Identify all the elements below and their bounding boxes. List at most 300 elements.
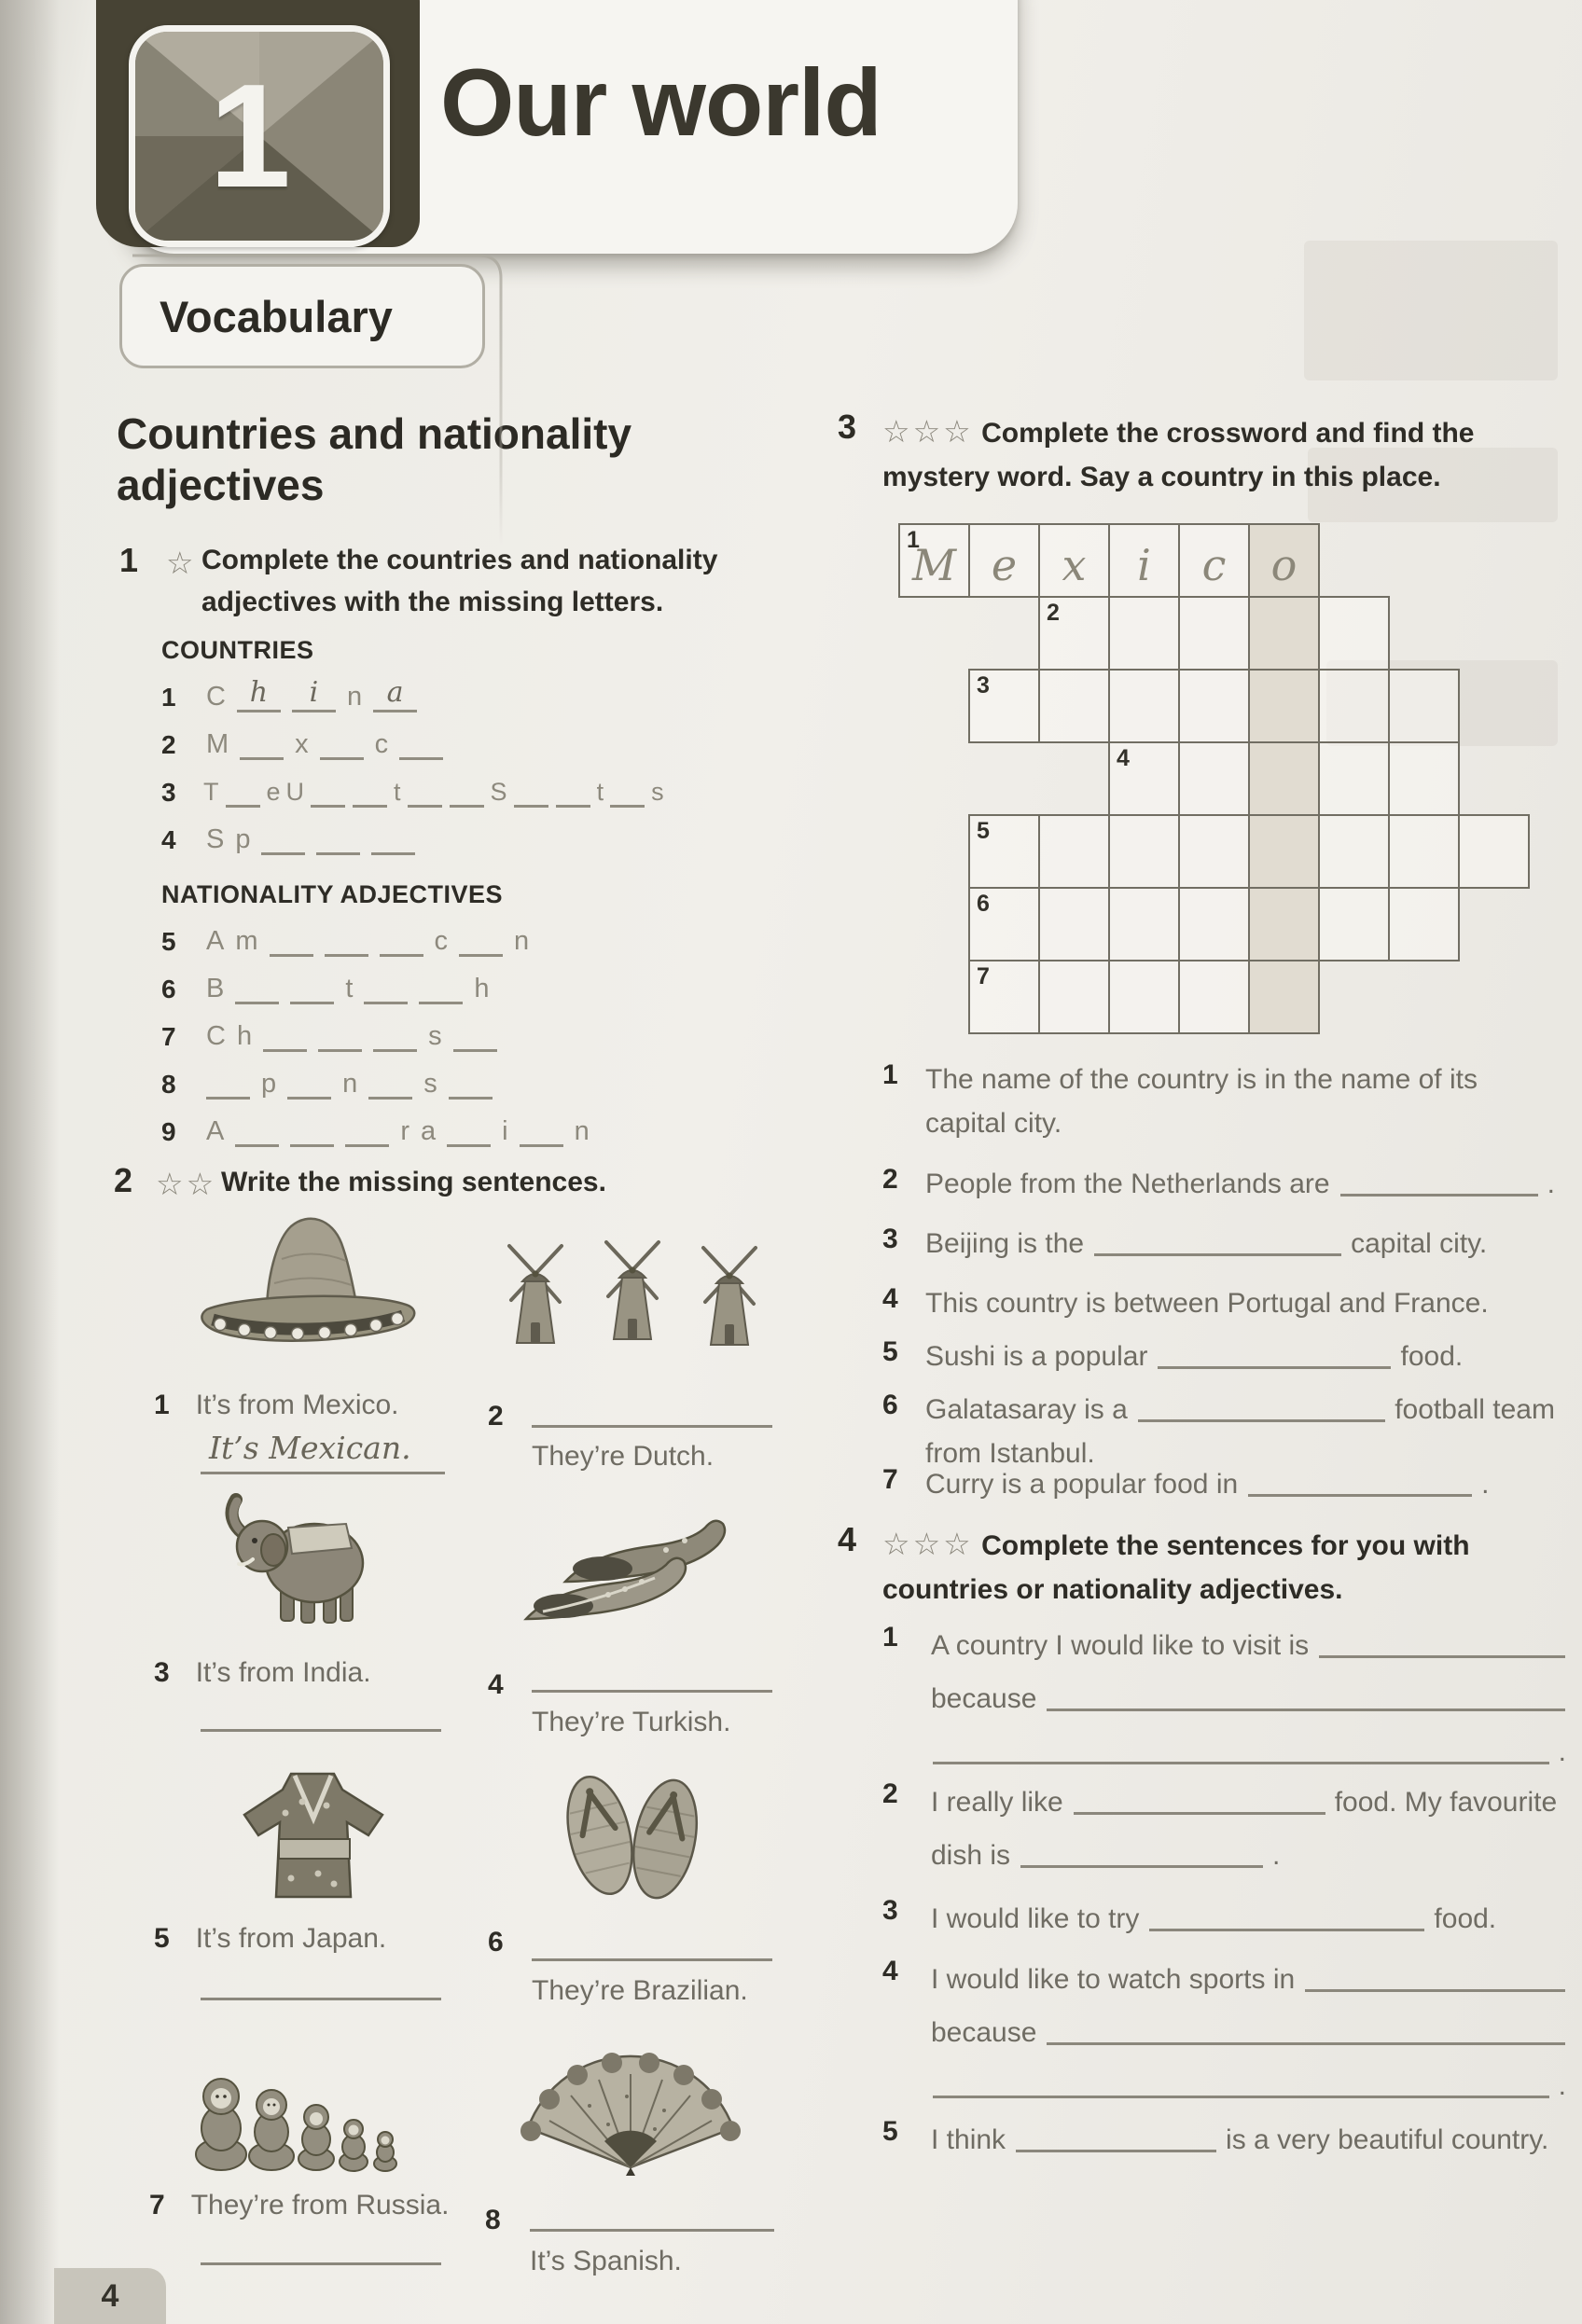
crossword-cell (1388, 741, 1460, 816)
unit-number-badge (129, 25, 390, 247)
text-segment: . (1272, 1840, 1281, 1871)
text-row (925, 1096, 1563, 1140)
handwritten-letter: a (386, 676, 404, 709)
letter-blank (292, 676, 336, 712)
letter-blank (408, 771, 442, 808)
text-segment: . (1558, 2070, 1566, 2101)
fill-letters-item (161, 818, 870, 855)
crossword-cell (1458, 814, 1530, 889)
fill-letters-item (161, 723, 870, 760)
text-row (931, 2103, 1575, 2156)
printed-letter: B (206, 974, 225, 1003)
text-segment: . (1547, 1169, 1555, 1199)
crossword-letter: e (991, 540, 1018, 590)
crossword-cell (968, 669, 1040, 743)
exercise-number: 1 (119, 541, 139, 579)
crossword-cell-number: 2 (1047, 600, 1060, 626)
sentence-text (931, 1765, 1575, 1872)
letter-blank (235, 968, 279, 1004)
item-number: 1 (161, 683, 176, 712)
letter-blank (364, 968, 408, 1004)
letter-blank (514, 771, 548, 808)
crossword-cell (1108, 814, 1180, 889)
crossword-cell (1248, 741, 1320, 816)
crossword-cell (1178, 669, 1250, 743)
letter-blank (290, 1111, 334, 1147)
crossword-cell (1108, 523, 1180, 598)
letter-blank (226, 771, 260, 808)
answer-blank-line (532, 1662, 772, 1693)
text-segment: . (1558, 1736, 1566, 1767)
text-row (931, 1715, 1575, 1768)
crossword-letter: o (1270, 540, 1298, 590)
item-number: 3 (882, 1895, 898, 1926)
item-number: 5 (882, 2116, 898, 2147)
item-number: 2 (882, 1778, 898, 1809)
crossword-cell (1178, 887, 1250, 961)
printed-letter: t (345, 974, 354, 1003)
text-segment: capital city. (925, 1108, 1062, 1139)
text-row (931, 1609, 1575, 1662)
answer-blank-line (532, 1397, 772, 1428)
difficulty-stars-icon: ☆☆☆ (882, 1527, 974, 1561)
print-bleed-artifact (1304, 241, 1558, 380)
crossword-letter: M (911, 540, 957, 590)
letter-blank (453, 1016, 497, 1052)
letter-blank (368, 1063, 412, 1100)
blank-line (1340, 1166, 1538, 1197)
letter-blank (263, 1016, 307, 1052)
crossword-cell (1248, 596, 1320, 671)
exercise-instruction (882, 1520, 1549, 1612)
handwritten-answer: It’s Mexican. (209, 1430, 411, 1466)
caption-text: It’s Spanish. (530, 2246, 682, 2276)
sentence-item (882, 1765, 1575, 1872)
crossword-cell (968, 960, 1040, 1034)
slippers-image (515, 1496, 741, 1638)
text-row (931, 1765, 1575, 1819)
letter-blank (320, 724, 364, 760)
text-segment: because (931, 2017, 1037, 2048)
fill-letters-item (161, 675, 870, 712)
item-number: 4 (882, 1956, 898, 1986)
item-number: 4 (488, 1669, 504, 1700)
crossword-cell (1178, 596, 1250, 671)
sentence-text (931, 1609, 1575, 1768)
letter-blank (373, 676, 417, 712)
letter-blank (235, 1111, 279, 1147)
letter-blank (318, 1016, 362, 1052)
text-segment: . (1481, 1469, 1490, 1500)
letter-blank (380, 920, 423, 957)
blank-line (933, 1734, 1549, 1764)
instruction-text: Complete the crossword and find the mystery word. Say a country in this place. (882, 418, 1475, 492)
text-row (925, 1457, 1563, 1501)
text-row (925, 1052, 1563, 1096)
crossword-clue (882, 1457, 1563, 1501)
exercise-instruction (882, 408, 1547, 499)
fan-image (515, 2029, 746, 2177)
text-row (931, 1819, 1575, 1872)
kimono-image (229, 1766, 396, 1904)
clue-text (925, 1276, 1563, 1320)
letter-blank (206, 1063, 250, 1100)
printed-letter: p (261, 1069, 277, 1099)
ex2-item-7-caption (149, 2190, 449, 2221)
text-row (931, 1882, 1575, 1935)
letter-blank (371, 819, 415, 855)
letter-blank (240, 724, 284, 760)
crossword-cell (968, 887, 1040, 961)
crossword-cell (1108, 960, 1180, 1034)
nationalities-fill-list (161, 920, 870, 1157)
printed-letter: r (400, 1116, 410, 1146)
printed-letter: x (295, 729, 309, 759)
caption-text: They’re from Russia. (190, 2190, 450, 2220)
crossword-letter: i (1137, 540, 1151, 590)
answer-blank-line (201, 1444, 445, 1474)
exercise-instruction: Complete the countries and nationality adjectives with the missing letters. (201, 545, 718, 617)
crossword-cell (1388, 814, 1460, 889)
crossword-cell (898, 523, 970, 598)
clue-text (925, 1052, 1563, 1140)
text-segment: dish is (931, 1840, 1011, 1871)
item-number: 3 (154, 1657, 170, 1688)
letter-blank (316, 819, 360, 855)
exercise-number: 4 (838, 1520, 857, 1558)
answer-blank-line (530, 2201, 774, 2232)
crossword-letter: x (1062, 540, 1087, 590)
caption-text: It’s from Mexico. (195, 1390, 399, 1420)
letter-blank (450, 771, 484, 808)
text-row (925, 1156, 1563, 1200)
sentence-item (882, 2103, 1575, 2156)
section-label: Vocabulary (160, 291, 393, 341)
exercise-number: 3 (838, 408, 857, 446)
clue-text (925, 1156, 1563, 1200)
printed-letter: U (285, 778, 305, 806)
crossword-cell-number: 7 (977, 963, 990, 989)
fill-letters-item (161, 920, 870, 957)
text-row (931, 1996, 1575, 2049)
item-number: 7 (149, 2190, 165, 2220)
printed-letter: h (474, 974, 490, 1003)
fill-letters-item (161, 770, 870, 808)
item-number: 1 (882, 1622, 898, 1653)
sentence-text (931, 1882, 1575, 1935)
crossword-cell (1178, 960, 1250, 1034)
fill-letters-item (161, 967, 870, 1004)
text-segment: Sushi is a popular (925, 1341, 1148, 1372)
item-number: 2 (161, 730, 176, 759)
caption-text: It’s from India. (195, 1657, 371, 1688)
answer-blank-line (201, 1970, 441, 2000)
text-segment: I would like to watch sports in (931, 1964, 1296, 1995)
crossword-cell (1038, 669, 1110, 743)
letter-blank (237, 676, 281, 712)
blank-line (1047, 2014, 1565, 2045)
clue-number: 1 (882, 1059, 898, 1090)
crossword-cell (1038, 960, 1110, 1034)
printed-letter: n (514, 926, 530, 956)
letter-blank (290, 968, 334, 1004)
crossword-cell (1248, 669, 1320, 743)
crossword-cell (1178, 523, 1250, 598)
clue-number: 5 (882, 1336, 898, 1367)
blank-line (1149, 1901, 1424, 1931)
crossword-cell (1248, 523, 1320, 598)
crossword-letter: c (1201, 540, 1227, 590)
text-segment: food. (1434, 1903, 1497, 1934)
text-segment: from Istanbul. (925, 1438, 1095, 1469)
page-title: Our world (440, 49, 881, 156)
printed-letter: p (235, 824, 251, 854)
letter-blank (270, 920, 313, 957)
printed-letter: n (342, 1069, 358, 1099)
clue-number: 3 (882, 1224, 898, 1254)
countries-fill-list (161, 675, 870, 865)
letter-blank (419, 968, 463, 1004)
crossword-cell (1248, 960, 1320, 1034)
printed-letter: c (434, 926, 449, 956)
blank-line (933, 2068, 1549, 2098)
item-number: 5 (154, 1923, 170, 1954)
exercise-instruction: Write the missing sentences. (221, 1167, 606, 1197)
printed-letter: s (423, 1069, 437, 1099)
topic-heading: Countries and nationality adjectives (117, 409, 632, 510)
printed-letter: C (206, 1021, 226, 1051)
clue-number: 2 (882, 1164, 898, 1195)
clue-text (925, 1216, 1563, 1260)
text-segment: food. My favourite (1334, 1787, 1558, 1818)
handwritten-letter: h (249, 676, 269, 709)
letter-blank (610, 771, 645, 808)
printed-letter: A (206, 926, 225, 956)
item-number: 6 (488, 1927, 504, 1957)
blank-line (1094, 1225, 1341, 1256)
text-row (931, 1943, 1575, 1996)
crossword-cell (1318, 741, 1390, 816)
section-outline-decoration (119, 244, 530, 552)
crossword-clue (882, 1329, 1563, 1373)
text-row (925, 1382, 1563, 1426)
crossword-cell (1038, 887, 1110, 961)
text-row (931, 2049, 1575, 2102)
letter-blank (556, 771, 590, 808)
clue-text (925, 1457, 1563, 1501)
blank-line (1074, 1784, 1325, 1815)
crossword-cell-number: 4 (1117, 745, 1130, 771)
crossword-cell (1318, 596, 1390, 671)
fill-letters-item (161, 1062, 870, 1100)
printed-letter: t (394, 778, 401, 806)
sentence-item (882, 1943, 1575, 2102)
crossword-cell (1388, 669, 1460, 743)
printed-letter: T (203, 778, 219, 806)
text-row (925, 1276, 1563, 1320)
clue-number: 4 (882, 1283, 898, 1314)
crossword-cell (1248, 887, 1320, 961)
windmills-image (500, 1227, 780, 1358)
crossword-cell (1108, 887, 1180, 961)
flipflops-image (542, 1750, 721, 1919)
nationalities-label: NATIONALITY ADJECTIVES (161, 880, 504, 908)
clue-text (925, 1329, 1563, 1373)
crossword-cell (1318, 887, 1390, 961)
crossword-cell-number: 5 (977, 818, 990, 844)
text-segment: People from the Netherlands are (925, 1169, 1330, 1199)
fill-letters-item (161, 1110, 870, 1147)
letter-blank (287, 1063, 331, 1100)
answer-blank-line (201, 1701, 441, 1732)
printed-letter: s (651, 778, 664, 806)
letter-blank (373, 1016, 417, 1052)
blank-line (1016, 2122, 1216, 2152)
difficulty-stars-icon: ☆ (166, 546, 197, 580)
crossword-clue (882, 1276, 1563, 1320)
sentence-text (931, 1943, 1575, 2102)
crossword-cell-number: 1 (907, 527, 920, 553)
printed-letter: A (206, 1116, 225, 1146)
letter-blank (345, 1111, 389, 1147)
sombrero-image (185, 1210, 429, 1362)
crossword-cell (968, 523, 1040, 598)
blank-line (1248, 1466, 1472, 1497)
handwritten-letter: i (309, 676, 319, 709)
blank-line (1138, 1391, 1385, 1422)
crossword-cell (1108, 741, 1180, 816)
crossword-cell (1318, 814, 1390, 889)
text-segment: Beijing is the (925, 1228, 1085, 1259)
item-number: 6 (161, 975, 176, 1003)
letter-blank (261, 819, 305, 855)
printed-letter: t (596, 778, 604, 806)
unit-number: 1 (209, 53, 291, 218)
letter-blank (399, 724, 443, 760)
text-row (931, 1662, 1575, 1715)
page-number: 4 (101, 2277, 119, 2314)
text-segment: capital city. (1351, 1228, 1488, 1259)
blank-line (1158, 1338, 1391, 1369)
printed-letter: S (490, 778, 507, 806)
letter-blank (449, 1063, 493, 1100)
crossword-cell (1178, 741, 1250, 816)
crossword-grid (898, 523, 1533, 1036)
text-segment: football team (1395, 1394, 1555, 1425)
item-number: 2 (488, 1401, 504, 1432)
answer-blank-line (201, 2234, 441, 2265)
text-segment: The name of the country is in the name of its (925, 1064, 1478, 1095)
text-segment: This country is between Portugal and France. (925, 1288, 1489, 1319)
blank-line (1047, 1681, 1565, 1711)
printed-letter: c (374, 729, 389, 759)
printed-letter: e (266, 778, 281, 806)
crossword-cell (1038, 596, 1110, 671)
blank-line (1305, 1961, 1565, 1992)
printed-letter: n (574, 1116, 590, 1146)
crossword-cell (968, 814, 1040, 889)
item-number: 1 (154, 1390, 170, 1420)
crossword-cell (1318, 669, 1390, 743)
page-number-tab (54, 2268, 166, 2324)
text-segment: A country I would like to visit is (931, 1630, 1310, 1661)
difficulty-stars-icon: ☆☆☆ (882, 414, 974, 449)
countries-label: COUNTRIES (161, 636, 314, 664)
item-number: 8 (161, 1070, 176, 1099)
text-row (925, 1329, 1563, 1373)
elephant-image (219, 1488, 380, 1630)
text-segment: I think (931, 2124, 1006, 2155)
printed-letter: i (502, 1116, 508, 1146)
instruction-text: Complete the sentences for you with countries or nationality adjectives. (882, 1530, 1470, 1605)
letter-blank (459, 920, 503, 957)
crossword-clue (882, 1052, 1563, 1140)
letter-blank (311, 771, 345, 808)
printed-letter: s (428, 1021, 442, 1051)
clue-number: 6 (882, 1390, 898, 1420)
letter-blank (447, 1111, 491, 1147)
text-segment: Galatasaray is a (925, 1394, 1128, 1425)
printed-letter: C (206, 682, 226, 712)
letter-blank (520, 1111, 563, 1147)
printed-letter: a (421, 1116, 437, 1146)
printed-letter: n (346, 682, 363, 712)
letter-blank (353, 771, 387, 808)
item-number: 8 (485, 2205, 501, 2235)
blank-line (1020, 1837, 1263, 1868)
sentence-text (931, 2103, 1575, 2156)
clue-number: 7 (882, 1464, 898, 1495)
caption-text: They’re Dutch. (532, 1441, 715, 1472)
text-segment: food. (1400, 1341, 1464, 1372)
crossword-cell-number: 3 (977, 672, 990, 699)
item-number: 7 (161, 1022, 176, 1051)
difficulty-stars-icon: ☆☆ (156, 1167, 217, 1201)
text-row (925, 1216, 1563, 1260)
sentence-item (882, 1882, 1575, 1935)
item-number: 3 (161, 778, 176, 807)
text-segment: I really like (931, 1787, 1063, 1818)
item-number: 5 (161, 927, 176, 956)
caption-text: They’re Brazilian. (532, 1975, 748, 2006)
item-number: 9 (161, 1117, 176, 1146)
printed-letter: m (235, 926, 258, 956)
printed-letter: M (206, 729, 229, 759)
sentence-item (882, 1609, 1575, 1768)
answer-blank-line (532, 1930, 772, 1961)
ex2-item-5-caption (154, 1923, 386, 1955)
crossword-cell (1108, 596, 1180, 671)
ex2-item-1-caption (154, 1390, 399, 1421)
printed-letter: h (236, 1021, 253, 1051)
crossword-cell-number: 6 (977, 891, 990, 917)
crossword-cell (1038, 523, 1110, 598)
text-segment: I would like to try (931, 1903, 1140, 1934)
matryoshka-image (187, 2070, 423, 2173)
printed-letter: S (206, 824, 225, 854)
caption-text: It’s from Japan. (195, 1923, 387, 1954)
ex2-item-3-caption (154, 1657, 371, 1689)
crossword-clue (882, 1216, 1563, 1260)
blank-line (1319, 1627, 1565, 1658)
text-segment: Curry is a popular food in (925, 1469, 1239, 1500)
crossword-cell (1038, 814, 1110, 889)
crossword-cell (1178, 814, 1250, 889)
crossword-clue (882, 1156, 1563, 1200)
crossword-cell (1248, 814, 1320, 889)
exercise-number: 2 (114, 1161, 133, 1199)
crossword-cell (1108, 669, 1180, 743)
